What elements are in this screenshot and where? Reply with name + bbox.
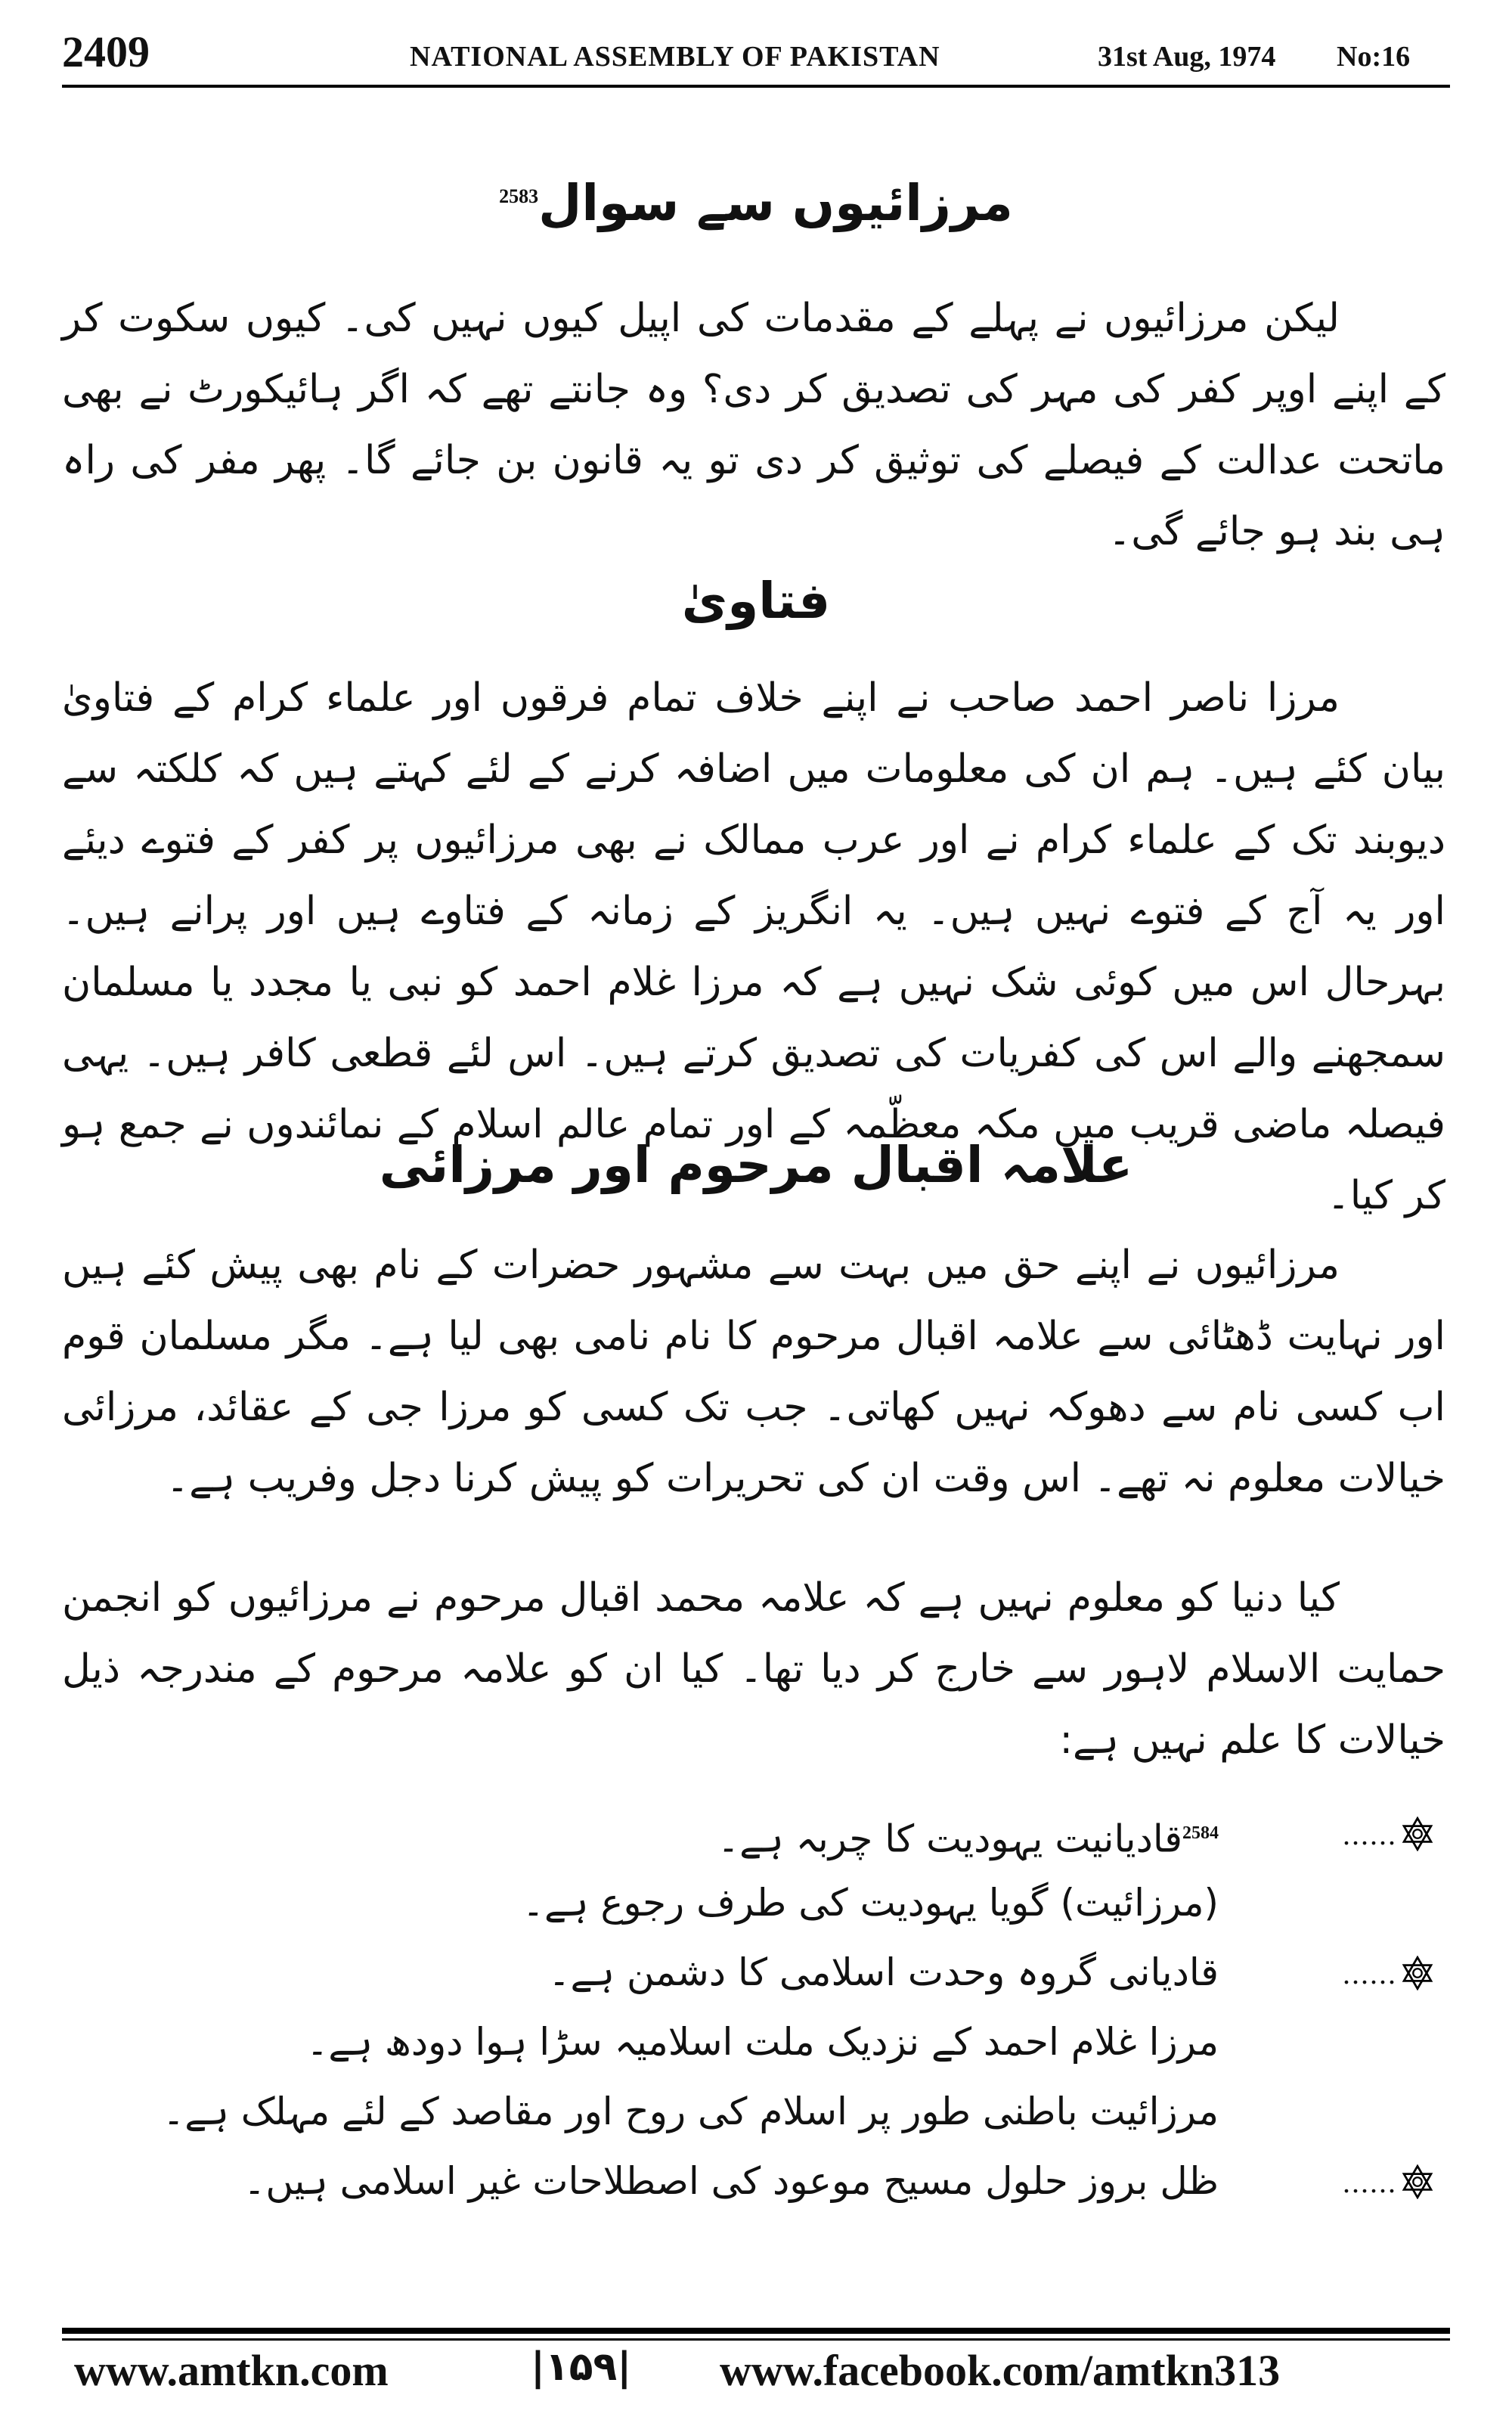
footer-rule-thick <box>62 2328 1450 2334</box>
footer-facebook: www.facebook.com/amtkn313 <box>720 2346 1281 2395</box>
marker-dots: ...... <box>1343 1956 1397 1990</box>
footnote-ref: 2584 <box>1182 1823 1219 1843</box>
list-item-label: (مرزائیت) گویا یہودیت کی طرف رجوع ہے۔ <box>522 1881 1219 1925</box>
paragraph-text: مرزائیوں نے اپنے حق میں بہت سے مشہور حضرات کے نام بھی پیش کئے ہیں اور نہایت ڈھٹائی سے علامہ اقبال مرحوم کا نام نامی بھی لیا ہے۔ مگر مسلمان قوم اب کسی نام سے دھوکہ نہیں کھاتی۔ جب تک کسی کو مرزا جی کے عقائد، مرزائی خیالات معلوم نہ تھے۔ اس وقت ان کی تحریرات کو پیش کرنا دجل وفریب ہے۔ <box>62 1243 1445 1501</box>
list-item-label: قادیانیت یہودیت کا چربہ ہے۔ <box>717 1817 1182 1861</box>
star-icon <box>1400 1956 1435 1990</box>
list-item-text <box>548 1938 1219 2007</box>
list-item <box>62 1938 1450 2007</box>
list-item-label: مرزا غلام احمد کے نزدیک ملت اسلامیہ سڑا ہوا دودھ ہے۔ <box>306 2020 1219 2064</box>
list-item <box>62 2077 1450 2146</box>
list-item-text <box>306 2007 1219 2077</box>
paragraph-text: مرزا ناصر احمد صاحب نے اپنے خلاف تمام فرقوں اور علماء کرام کے فتاویٰ بیان کئے ہیں۔ ہم ان کی معلومات میں اضافہ کرنے کے لئے کہتے ہیں کہ کلکتہ سے دیوبند تک کے علماء کرام نے اور عرب ممالک نے بھی مرزائیوں پر کفر کے فتوے دیئے اور یہ آج کے فتوے نہیں ہیں۔ یہ انگریز کے زمانہ کے فتاوے ہیں اور پرانے ہیں۔ بہرحال اس میں کوئی شک نہیں ہے کہ مرزا غلام احمد کو نبی یا مجدد یا مسلمان سمجھنے والے اس کی کفریات کی تصدیق کرتے ہیں۔ اس لئے قطعی کافر ہیں۔ یہی فیصلہ ماضی قریب میں مکہ معظّمہ کے اور تمام عالم اسلام کے نمائندوں نے جمع ہو کر کیا۔ <box>62 675 1445 1218</box>
footer-rule-thin <box>62 2338 1450 2341</box>
paragraph-iqbal-1 <box>62 1230 1445 1514</box>
paragraph-text: لیکن مرزائیوں نے پہلے کے مقدمات کی اپیل کیوں نہیں کی۔ کیوں سکوت کر کے اپنے اوپر کفر کی مہر کی تصدیق کر دی؟ وہ جانتے تھے کہ اگر ہائیکورٹ نے بھی ماتحت عدالت کے فیصلے کی توثیق کر دی تو یہ قانون بن جائے گا۔ پھر مفر کی راہ ہی بند ہو جائے گی۔ <box>62 296 1445 554</box>
header-rule <box>62 85 1450 88</box>
heading-text: مرزائیوں سے سوال <box>538 174 1013 232</box>
heading-text: علامہ اقبال مرحوم اور مرزائی <box>379 1136 1133 1194</box>
running-header-title: NATIONAL ASSEMBLY OF PAKISTAN <box>410 41 940 73</box>
list-item-text <box>163 2077 1219 2146</box>
section-heading-iqbal <box>62 1136 1450 1194</box>
section-heading-fatawa <box>62 572 1450 630</box>
marker-dots: ...... <box>1343 2164 1397 2199</box>
list-item-text <box>717 1798 1219 1874</box>
list-item-label: ظل بروز حلول مسیح موعود کی اصطلاحات غیر اسلامی ہیں۔ <box>243 2159 1219 2203</box>
footer-website: www.amtkn.com <box>74 2346 389 2395</box>
paragraph-iqbal-2 <box>62 1562 1445 1776</box>
paragraph-appeal <box>62 283 1445 567</box>
section-heading-questions <box>62 174 1450 232</box>
running-header-date: 31st Aug, 1974 <box>1098 41 1276 73</box>
list-item <box>62 2007 1450 2077</box>
marker-dots: ...... <box>1343 1817 1397 1851</box>
list-marker <box>1284 2163 1435 2201</box>
iqbal-quotes-list <box>62 1798 1450 2216</box>
list-item <box>62 1868 1450 1938</box>
list-item-label: مرزائیت باطنی طور پر اسلام کی روح اور مقاصد کے لئے مہلک ہے۔ <box>162 2090 1219 2133</box>
running-header-issue: No:16 <box>1337 41 1411 73</box>
list-item-label: قادیانی گروہ وحدت اسلامی کا دشمن ہے۔ <box>548 1950 1219 1994</box>
paragraph-text: کیا دنیا کو معلوم نہیں ہے کہ علامہ محمد اقبال مرحوم نے مرزائیوں کو انجمن حمایت الاسلام لاہور سے خارج کر دیا تھا۔ کیا ان کو علامہ مرحوم کے مندرجہ ذیل خیالات کا علم نہیں ہے: <box>62 1575 1445 1763</box>
heading-text: فتاویٰ <box>681 572 831 630</box>
page-number: 2409 <box>62 27 150 76</box>
star-icon <box>1400 1817 1435 1851</box>
list-marker <box>1284 1954 1435 1992</box>
list-item-text <box>522 1868 1219 1938</box>
list-item-text <box>243 2146 1219 2216</box>
footer-page-number: |۱۵۹| <box>531 2344 632 2390</box>
star-icon <box>1400 2164 1435 2199</box>
list-item <box>62 2146 1450 2216</box>
list-item <box>62 1798 1450 1868</box>
footnote-ref: 2583 <box>499 185 539 207</box>
list-marker <box>1284 1815 1435 1853</box>
